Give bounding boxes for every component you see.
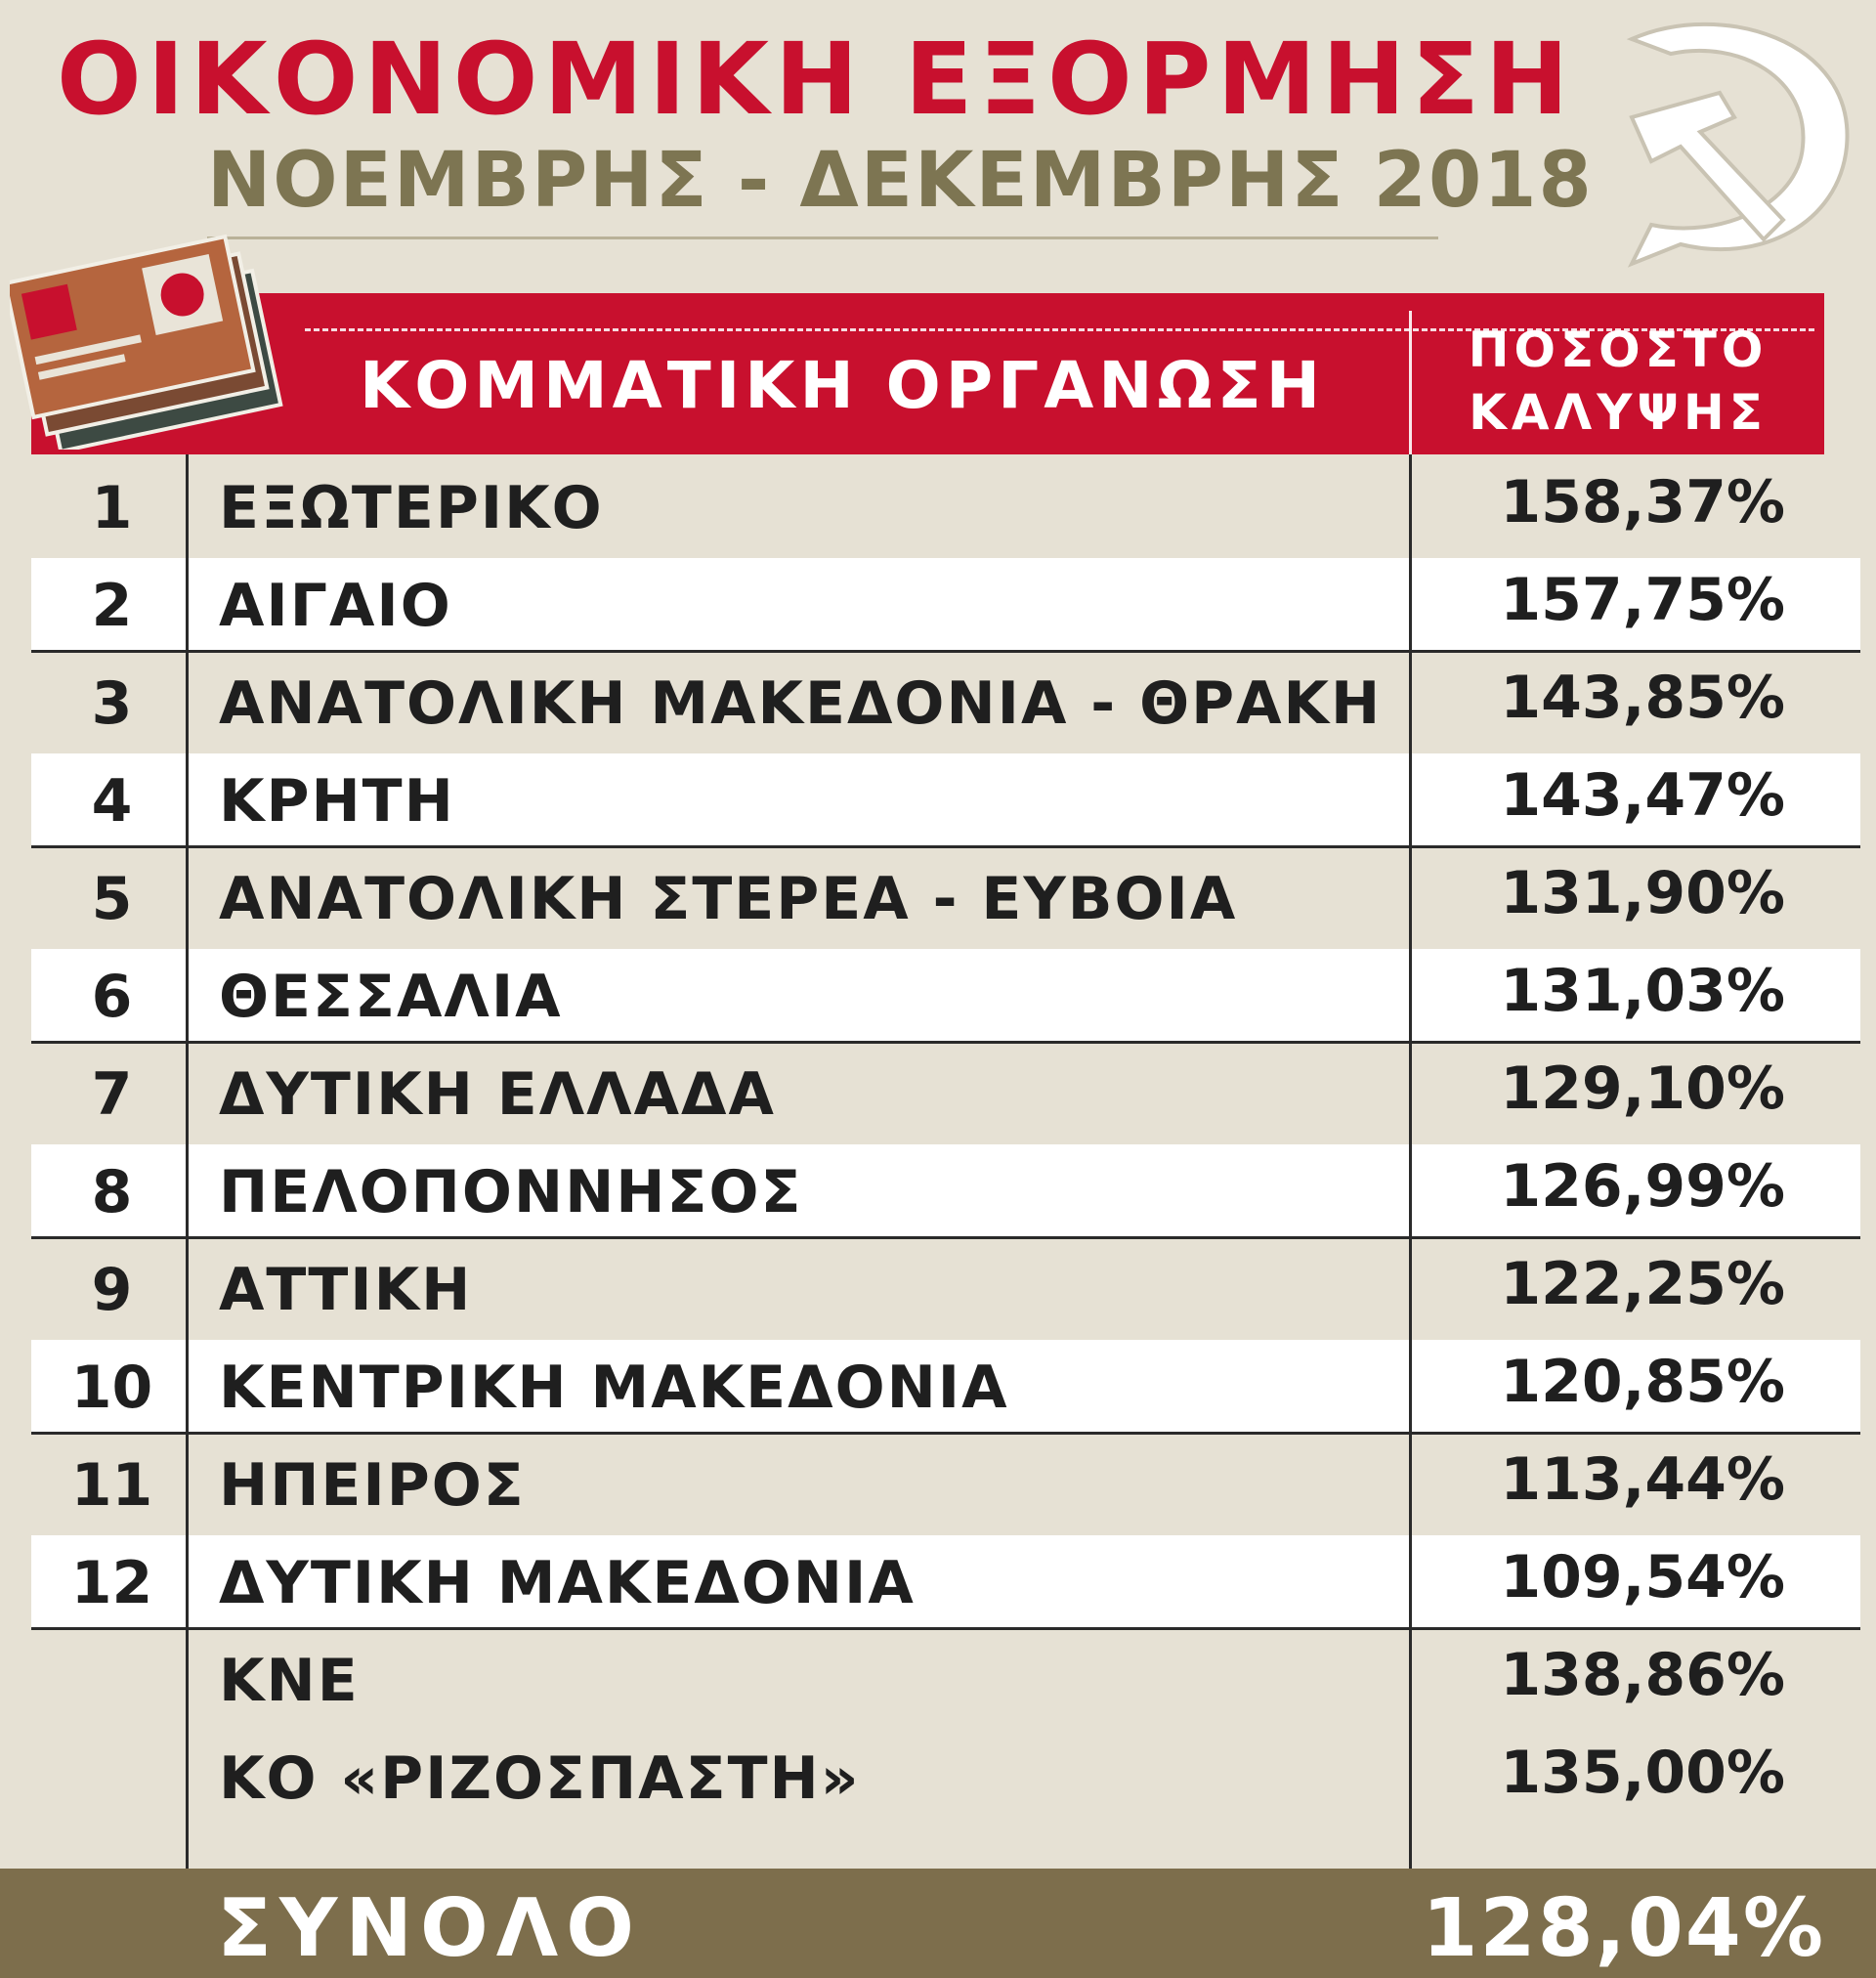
row-rank: 7 <box>91 1060 133 1129</box>
row-rank: 9 <box>91 1256 133 1324</box>
table-row <box>31 454 1858 552</box>
row-rank: 11 <box>70 1451 153 1520</box>
table-header <box>31 293 1824 454</box>
table-row <box>31 1725 1858 1823</box>
table-row <box>31 845 1858 943</box>
row-coverage-percent: 138,86% <box>1500 1641 1785 1709</box>
row-coverage-percent: 122,25% <box>1500 1250 1785 1318</box>
row-coverage-percent: 143,47% <box>1500 761 1785 830</box>
row-organization-name: ΚΟ «ΡΙΖΟΣΠΑΣΤΗ» <box>219 1744 861 1813</box>
row-organization-name: ΗΠΕΙΡΟΣ <box>219 1451 526 1520</box>
row-organization-name: ΚΡΗΤΗ <box>219 767 455 836</box>
row-coverage-percent: 129,10% <box>1500 1054 1785 1123</box>
row-organization-name: ΑΝΑΤΟΛΙΚΗ ΣΤΕΡΕΑ - ΕΥΒΟΙΑ <box>219 865 1238 933</box>
page-subtitle: ΝΟΕΜΒΡΗΣ - ΔΕΚΕΜΒΡΗΣ 2018 <box>207 137 1594 225</box>
column-header-coverage-line1: ΠΟΣΟΣΤΟ <box>1468 322 1769 378</box>
row-coverage-percent: 131,03% <box>1500 957 1785 1025</box>
row-coverage-percent: 126,99% <box>1500 1152 1785 1221</box>
table-row <box>31 650 1858 748</box>
row-coverage-percent: 135,00% <box>1500 1739 1785 1807</box>
hammer-sickle-icon <box>1573 0 1876 274</box>
row-organization-name: ΔΥΤΙΚΗ ΜΑΚΕΔΟΝΙΑ <box>219 1549 916 1617</box>
row-coverage-percent: 157,75% <box>1500 566 1785 634</box>
column-header-organization: ΚΟΜΜΑΤΙΚΗ ΟΡΓΑΝΩΣΗ <box>360 348 1325 423</box>
row-organization-name: ΚΝΕ <box>219 1647 360 1715</box>
newspaper-icon <box>10 225 293 450</box>
row-organization-name: ΠΕΛΟΠΟΝΝΗΣΟΣ <box>219 1158 803 1226</box>
total-label: ΣΥΝΟΛΟ <box>217 1882 642 1975</box>
table-row <box>31 1529 1858 1627</box>
row-coverage-percent: 131,90% <box>1500 859 1785 927</box>
row-coverage-percent: 143,85% <box>1500 664 1785 732</box>
table-row <box>31 1041 1858 1139</box>
row-rank: 1 <box>91 474 133 542</box>
table-row <box>31 748 1858 845</box>
table-row <box>31 1139 1858 1236</box>
row-organization-name: ΑΤΤΙΚΗ <box>219 1256 473 1324</box>
row-rank: 10 <box>70 1354 153 1422</box>
row-organization-name: ΑΝΑΤΟΛΙΚΗ ΜΑΚΕΔΟΝΙΑ - ΘΡΑΚΗ <box>219 669 1383 738</box>
column-header-coverage-line2: ΚΑΛΥΨΗΣ <box>1469 384 1768 441</box>
table-row <box>31 1432 1858 1529</box>
row-rank: 8 <box>91 1158 133 1226</box>
row-rank: 2 <box>91 572 133 640</box>
row-organization-name: ΑΙΓΑΙΟ <box>219 572 452 640</box>
row-coverage-percent: 158,37% <box>1500 468 1785 537</box>
table-row <box>31 1334 1858 1432</box>
total-value: 128,04% <box>1422 1882 1825 1975</box>
subtitle-divider <box>207 236 1438 239</box>
row-rank: 12 <box>70 1549 153 1617</box>
table-row <box>31 943 1858 1041</box>
row-rank: 4 <box>91 767 133 836</box>
row-organization-name: ΕΞΩΤΕΡΙΚΟ <box>219 474 604 542</box>
column-header-coverage <box>1412 319 1824 444</box>
table-row <box>31 1236 1858 1334</box>
row-coverage-percent: 109,54% <box>1500 1543 1785 1612</box>
total-row <box>0 1869 1876 1978</box>
page-title: ΟΙΚΟΝΟΜΙΚΗ ΕΞΟΡΜΗΣΗ <box>57 22 1575 138</box>
table-row <box>31 552 1858 650</box>
row-organization-name: ΔΥΤΙΚΗ ΕΛΛΑΔΑ <box>219 1060 776 1129</box>
row-organization-name: ΘΕΣΣΑΛΙΑ <box>219 963 563 1031</box>
row-organization-name: ΚΕΝΤΡΙΚΗ ΜΑΚΕΔΟΝΙΑ <box>219 1354 1009 1422</box>
row-rank: 3 <box>91 669 133 738</box>
row-rank: 6 <box>91 963 133 1031</box>
column-divider-percent <box>1409 454 1412 1869</box>
row-coverage-percent: 120,85% <box>1500 1348 1785 1416</box>
table-row <box>31 1627 1858 1725</box>
column-divider-rank <box>186 454 189 1869</box>
row-rank: 5 <box>91 865 133 933</box>
row-coverage-percent: 113,44% <box>1500 1445 1785 1514</box>
